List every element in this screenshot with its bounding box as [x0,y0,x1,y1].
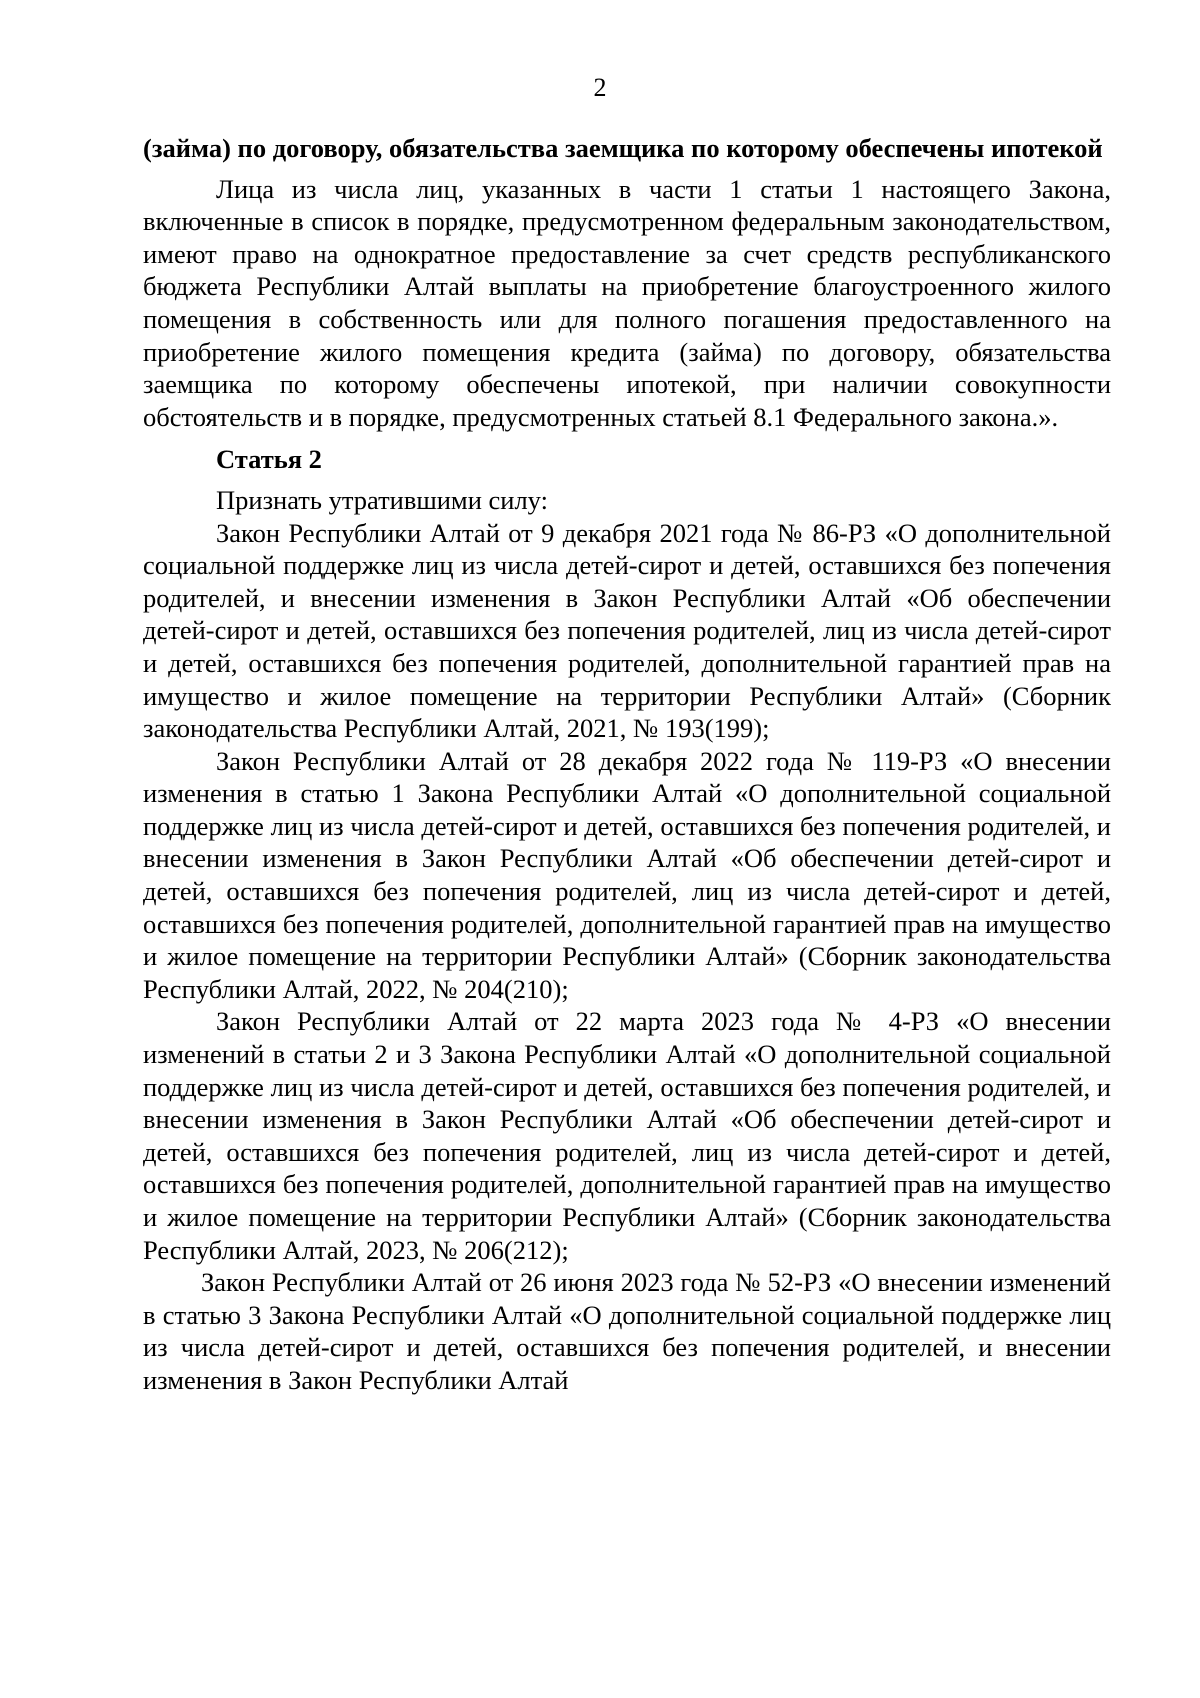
article-title-continuation: (займа) по договору, обязательства заемщика по которому обеспечены ипотекой [143,133,1103,163]
article-heading: Статья 2 [216,444,322,475]
paragraph-eligibility: Лица из числа лиц, указанных в части 1 статьи 1 настоящего Закона, включенные в список в порядке, предусмотренном федеральным законодательством, имеют право на однократное предоставление за счет средств республиканского бюджета Республики Алтай выплаты на приобретение благоустроенного жилого помещения в собственность или для полного погашения предоставленного на приобретение жилого помещения кредита (займа) по договору, обязательства заемщика по которому обеспечены ипотекой, при наличии совокупности обстоятельств и в порядке, предусмотренных статьей 8.1 Федерального закона.». [143,173,1111,432]
paragraph-law-2021: Закон Республики Алтай от 9 декабря 2021 года № 86-РЗ «О дополнительной социальной поддержке лиц из числа детей-сирот и детей, оставшихся без попечения родителей, и внесении изменения в Закон Республики Алтай «Об обеспечении детей-сирот и детей, оставшихся без попечения родителей, лиц из числа детей-сирот и детей, оставшихся без попечения родителей, дополнительной гарантией прав на имущество и жилое помещение на территории Республики Алтай» (Сборник законодательства Республики Алтай, 2021, № 193(199); [143,517,1111,744]
document-body [143,132,1111,1397]
paragraph-law-2022: Закон Республики Алтай от 28 декабря 2022 года № 119-РЗ «О внесении изменения в статью 1 Закона Республики Алтай «О дополнительной социальной поддержке лиц из числа детей-сирот и детей, оставшихся без попечения родителей, и внесении изменения в Закон Республики Алтай «Об обеспечении детей-сирот и детей, оставшихся без попечения родителей, лиц из числа детей-сирот и детей, оставшихся без попечения родителей, дополнительной гарантией прав на имущество и жилое помещение на территории Республики Алтай» (Сборник законодательства Республики Алтай, 2022, № 204(210); [143,745,1111,1004]
paragraph-law-2023-june: Закон Республики Алтай от 26 июня 2023 года № 52-РЗ «О внесении изменений в статью 3 Закона Республики Алтай «О дополнительной социальной поддержке лиц из числа детей-сирот и детей, оставшихся без попечения родителей, и внесении изменения в Закон Республики Алтай [143,1267,1111,1395]
page-number: 2 [593,73,607,102]
paragraph-repeal-intro: Признать утратившими силу: [216,484,548,515]
paragraph-law-2023-march: Закон Республики Алтай от 22 марта 2023 года № 4-РЗ «О внесении изменений в статьи 2 и 3 Закона Республики Алтай «О дополнительной социальной поддержке лиц из числа детей-сирот и детей, оставшихся без попечения родителей, и внесении изменения в Закон Республики Алтай «Об обеспечении детей-сирот и детей, оставшихся без попечения родителей, лиц из числа детей-сирот и детей, оставшихся без попечения родителей, дополнительной гарантией прав на имущество и жилое помещение на территории Республики Алтай» (Сборник законодательства Республики Алтай, 2023, № 206(212); [143,1006,1111,1265]
